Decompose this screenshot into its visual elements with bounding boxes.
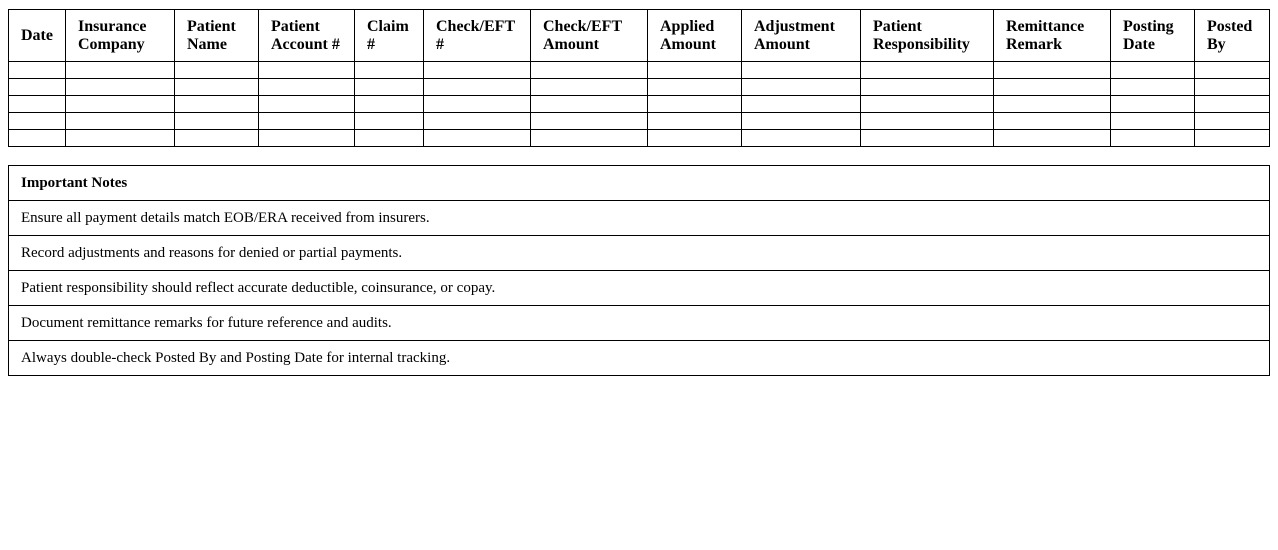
table-row [9, 130, 1270, 147]
table-row [9, 79, 1270, 96]
cell-check-eft-number[interactable] [424, 79, 531, 96]
cell-posting-date[interactable] [1111, 113, 1195, 130]
note-item: Record adjustments and reasons for denied or partial payments. [9, 236, 1270, 271]
column-header-patient-responsibility: Patient Responsibility [861, 10, 994, 62]
cell-adjustment-amount[interactable] [742, 130, 861, 147]
cell-check-eft-number[interactable] [424, 62, 531, 79]
cell-insurance-company[interactable] [66, 79, 175, 96]
cell-patient-responsibility[interactable] [861, 113, 994, 130]
note-item: Patient responsibility should reflect accurate deductible, coinsurance, or copay. [9, 271, 1270, 306]
cell-insurance-company[interactable] [66, 113, 175, 130]
cell-posting-date[interactable] [1111, 79, 1195, 96]
cell-check-eft-amount[interactable] [531, 96, 648, 113]
cell-posted-by[interactable] [1195, 62, 1270, 79]
cell-posted-by[interactable] [1195, 113, 1270, 130]
cell-patient-responsibility[interactable] [861, 79, 994, 96]
header-row [9, 10, 1270, 62]
cell-insurance-company[interactable] [66, 130, 175, 147]
cell-posted-by[interactable] [1195, 79, 1270, 96]
cell-claim[interactable] [355, 113, 424, 130]
cell-check-eft-amount[interactable] [531, 79, 648, 96]
cell-patient-responsibility[interactable] [861, 130, 994, 147]
note-row [9, 201, 1270, 236]
important-notes-table [8, 165, 1270, 376]
cell-adjustment-amount[interactable] [742, 62, 861, 79]
note-row [9, 306, 1270, 341]
cell-applied-amount[interactable] [648, 130, 742, 147]
cell-date[interactable] [9, 62, 66, 79]
column-header-posted-by: Posted By [1195, 10, 1270, 62]
cell-patient-account[interactable] [259, 62, 355, 79]
cell-check-eft-number[interactable] [424, 96, 531, 113]
note-item: Ensure all payment details match EOB/ERA received from insurers. [9, 201, 1270, 236]
note-item: Document remittance remarks for future reference and audits. [9, 306, 1270, 341]
note-row [9, 271, 1270, 306]
cell-patient-name[interactable] [175, 96, 259, 113]
cell-patient-name[interactable] [175, 79, 259, 96]
table-row [9, 96, 1270, 113]
cell-posting-date[interactable] [1111, 62, 1195, 79]
cell-posted-by[interactable] [1195, 130, 1270, 147]
cell-claim[interactable] [355, 62, 424, 79]
cell-patient-account[interactable] [259, 130, 355, 147]
cell-remittance-remark[interactable] [994, 96, 1111, 113]
cell-insurance-company[interactable] [66, 62, 175, 79]
cell-remittance-remark[interactable] [994, 79, 1111, 96]
column-header-adjustment-amount: Adjustment Amount [742, 10, 861, 62]
cell-patient-name[interactable] [175, 113, 259, 130]
table-row [9, 113, 1270, 130]
cell-patient-name[interactable] [175, 130, 259, 147]
note-item: Always double-check Posted By and Posting Date for internal tracking. [9, 341, 1270, 376]
column-header-patient-account: Patient Account # [259, 10, 355, 62]
cell-insurance-company[interactable] [66, 96, 175, 113]
column-header-check-eft-amount: Check/EFT Amount [531, 10, 648, 62]
cell-adjustment-amount[interactable] [742, 79, 861, 96]
cell-check-eft-amount[interactable] [531, 113, 648, 130]
cell-patient-account[interactable] [259, 79, 355, 96]
cell-posting-date[interactable] [1111, 96, 1195, 113]
column-header-remittance-remark: Remittance Remark [994, 10, 1111, 62]
cell-patient-account[interactable] [259, 113, 355, 130]
cell-claim[interactable] [355, 79, 424, 96]
table-body [9, 62, 1270, 147]
cell-patient-responsibility[interactable] [861, 96, 994, 113]
cell-check-eft-amount[interactable] [531, 62, 648, 79]
payment-posting-table [8, 9, 1270, 147]
note-row [9, 341, 1270, 376]
table-header [9, 10, 1270, 62]
cell-applied-amount[interactable] [648, 113, 742, 130]
cell-check-eft-number[interactable] [424, 113, 531, 130]
notes-header-row [9, 166, 1270, 201]
cell-applied-amount[interactable] [648, 79, 742, 96]
cell-date[interactable] [9, 96, 66, 113]
cell-patient-name[interactable] [175, 62, 259, 79]
notes-title: Important Notes [9, 166, 1270, 201]
cell-claim[interactable] [355, 96, 424, 113]
cell-claim[interactable] [355, 130, 424, 147]
cell-remittance-remark[interactable] [994, 62, 1111, 79]
cell-date[interactable] [9, 130, 66, 147]
cell-adjustment-amount[interactable] [742, 96, 861, 113]
cell-adjustment-amount[interactable] [742, 113, 861, 130]
cell-applied-amount[interactable] [648, 96, 742, 113]
column-header-insurance-company: Insurance Company [66, 10, 175, 62]
cell-patient-account[interactable] [259, 96, 355, 113]
column-header-patient-name: Patient Name [175, 10, 259, 62]
table-row [9, 62, 1270, 79]
cell-posting-date[interactable] [1111, 130, 1195, 147]
cell-check-eft-number[interactable] [424, 130, 531, 147]
cell-posted-by[interactable] [1195, 96, 1270, 113]
note-row [9, 236, 1270, 271]
cell-patient-responsibility[interactable] [861, 62, 994, 79]
cell-date[interactable] [9, 113, 66, 130]
column-header-claim: Claim # [355, 10, 424, 62]
cell-remittance-remark[interactable] [994, 130, 1111, 147]
cell-remittance-remark[interactable] [994, 113, 1111, 130]
cell-date[interactable] [9, 79, 66, 96]
column-header-check-eft-number: Check/EFT # [424, 10, 531, 62]
cell-applied-amount[interactable] [648, 62, 742, 79]
column-header-applied-amount: Applied Amount [648, 10, 742, 62]
cell-check-eft-amount[interactable] [531, 130, 648, 147]
column-header-posting-date: Posting Date [1111, 10, 1195, 62]
column-header-date: Date [9, 10, 66, 62]
